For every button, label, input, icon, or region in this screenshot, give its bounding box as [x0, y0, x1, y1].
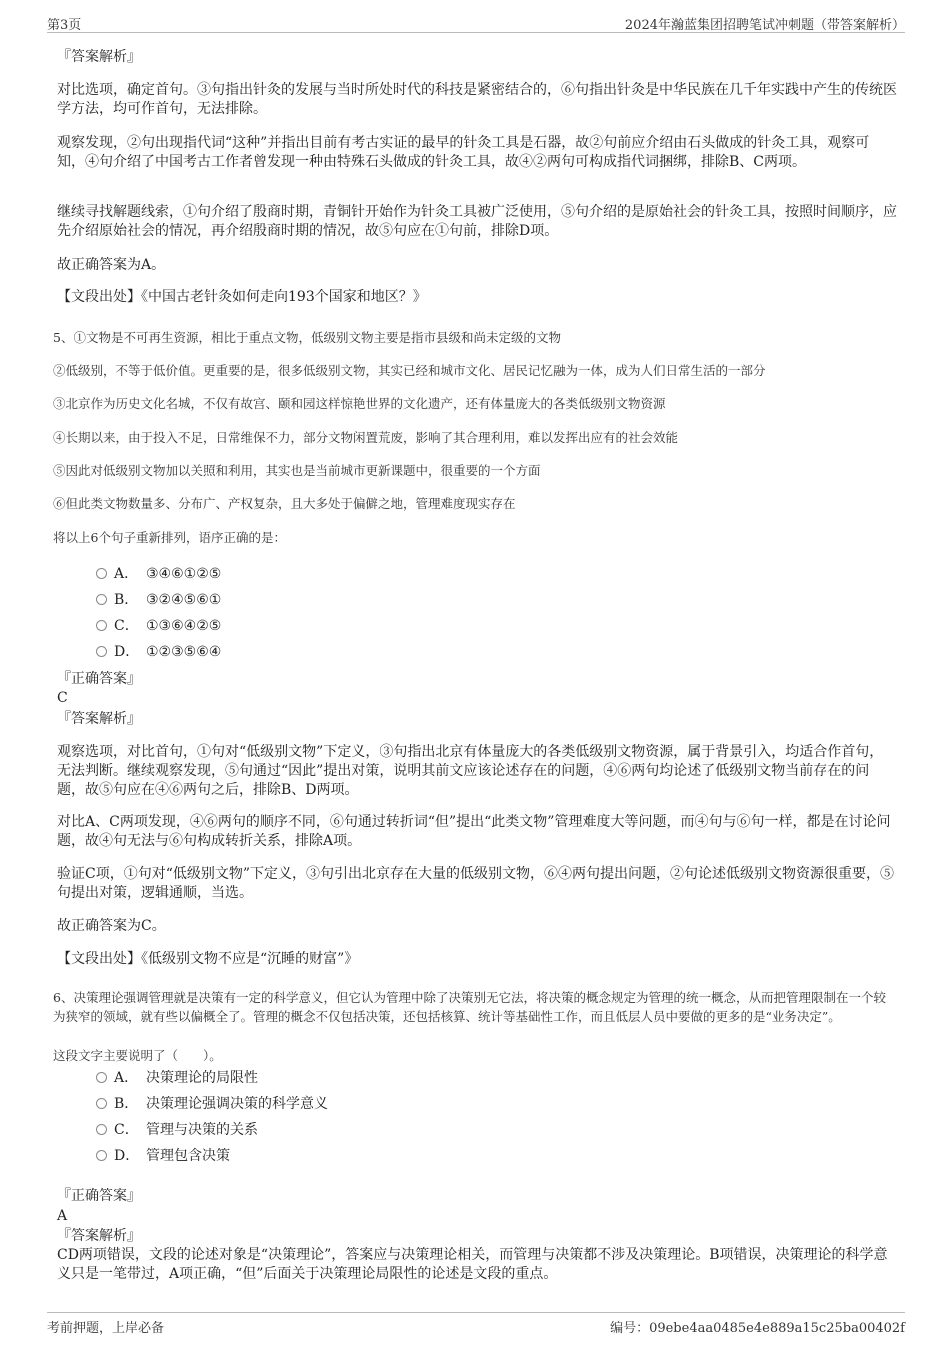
radio-icon[interactable]: [96, 646, 107, 657]
page-header: [47, 12, 905, 33]
q6-prompt: 这段文字主要说明了（ ）。: [53, 1048, 222, 1063]
q5-analysis-p3: 验证C项，①句对“低级别文物”下定义，③句引出北京存在大量的低级别文物，⑥④两句提出问题，②句论述低级别文物资源很重要，⑤句提出对策，逻辑通顺，当选。: [57, 866, 895, 901]
q4-answer-line: 故正确答案为A。: [57, 257, 166, 273]
q5-sentence-3: ③北京作为历史文化名城，不仅有故宫、颐和园这样惊艳世界的文化遗产，还有体量庞大的各类低级别文物资源: [53, 396, 666, 411]
q5-option-d[interactable]: D． ①②③⑤⑥④: [96, 643, 221, 662]
q5-option-b[interactable]: B． ③②④⑤⑥①: [96, 591, 221, 610]
radio-icon[interactable]: [96, 1150, 107, 1161]
q5-sentence-2: ②低级别，不等于低价值。更重要的是，很多低级别文物，其实已经和城市文化、居民记忆融为一体，成为人们日常生活的一部分: [53, 363, 766, 378]
q5-prompt: 将以上6个句子重新排列，语序正确的是：: [53, 530, 286, 545]
document-title: 2024年瀚蓝集团招聘笔试冲刺题（带答案解析）: [624, 18, 905, 33]
radio-icon[interactable]: [96, 1072, 107, 1083]
q6-correct-label: 『正确答案』: [57, 1188, 141, 1204]
q4-analysis-label: 『答案解析』: [57, 49, 141, 65]
q6-option-d[interactable]: D． 管理包含决策: [96, 1147, 230, 1166]
q5-sentence-5: ⑤因此对低级别文物加以关照和利用，其实也是当前城市更新课题中，很重要的一个方面: [53, 463, 541, 478]
document-code: 编号：09ebe4aa0485e4e889a15c25ba00402f: [610, 1321, 905, 1336]
page-footer: [47, 1312, 905, 1337]
q6-option-a[interactable]: A． 决策理论的局限性: [96, 1069, 258, 1088]
radio-icon[interactable]: [96, 1124, 107, 1135]
q6-option-c[interactable]: C． 管理与决策的关系: [96, 1121, 258, 1140]
q5-sentence-4: ④长期以来，由于投入不足，日常维保不力，部分文物闲置荒废，影响了其合理利用，难以发挥出应有的社会效能: [53, 430, 679, 445]
radio-icon[interactable]: [96, 620, 107, 631]
q5-correct-label: 『正确答案』: [57, 671, 141, 687]
q4-source: 【文段出处】《中国古老针灸如何走向193个国家和地区？》: [57, 289, 427, 305]
q5-option-c[interactable]: C． ①③⑥④②⑤: [96, 617, 221, 636]
q6-analysis-label: 『答案解析』: [57, 1228, 141, 1244]
q5-sentence-6: ⑥但此类文物数量多、分布广、产权复杂，且大多处于偏僻之地，管理难度现实存在: [53, 496, 516, 511]
radio-icon[interactable]: [96, 594, 107, 605]
q5-source: 【文段出处】《低级别文物不应是“沉睡的财富”》: [57, 951, 359, 967]
q5-correct-answer: C: [57, 690, 68, 706]
q5-sentence-1: 5、①文物是不可再生资源，相比于重点文物，低级别文物主要是指市县级和尚未定级的文物: [53, 330, 561, 345]
q5-analysis-label: 『答案解析』: [57, 711, 141, 727]
q6-correct-answer: A: [57, 1208, 68, 1224]
q5-answer-line: 故正确答案为C。: [57, 918, 166, 934]
page-number: 第3页: [47, 18, 82, 33]
footer-slogan: 考前押题，上岸必备: [47, 1321, 165, 1336]
q6-option-b[interactable]: B． 决策理论强调决策的科学意义: [96, 1095, 328, 1114]
q5-analysis-p2: 对比A、C两项发现，④⑥两句的顺序不同，⑥句通过转折词“但”提出“此类文物”管理难度大等问题，而④句与⑥句一样，都是在讨论问题，故④句无法与⑥句构成转折关系，排除A项。: [57, 814, 891, 849]
q4-analysis-p1: 对比选项，确定首句。③句指出针灸的发展与当时所处时代的科技是紧密结合的，⑥句指出针灸是中华民族在几千年实践中产生的传统医学方法，均可作首句，无法排除。: [57, 82, 897, 117]
q4-analysis-p2: 观察发现，②句出现指代词“这种”并指出目前有考古实证的最早的针灸工具是石器，故②句前应介绍由石头做成的针灸工具，观察可知，④句介绍了中国考古工作者曾发现一种由特殊石头做成的针灸工具，故④②两句可构成指代词捆绑，排除B、C两项。: [57, 135, 870, 170]
q5-analysis-p1: 观察选项，对比首句，①句对“低级别文物”下定义，③句指出北京有体量庞大的各类低级别文物资源，属于背景引入，均适合作首句，无法判断。继续观察发现，⑤句通过“因此”提出对策，说明其前文应该论述存在的问题，④⑥两句均论述了低级别文物当前存在的问题，故⑤句应在④⑥两句之后，排除B、D两项。: [57, 744, 884, 798]
q4-analysis-p3: 继续寻找解题线索，①句介绍了殷商时期，青铜针开始作为针灸工具被广泛使用，⑤句介绍的是原始社会的针灸工具，按照时间顺序，应先介绍原始社会的情况，再介绍殷商时期的情况，故⑤句应在①句前，排除D项。: [57, 204, 897, 239]
q5-option-a[interactable]: A． ③④⑥①②⑤: [96, 565, 221, 584]
q6-stem: 6、决策理论强调管理就是决策有一定的科学意义，但它认为管理中除了决策别无它法，将决策的概念规定为管理的统一概念，从而把管理限制在一个较为狭窄的领域，就有些以偏概全了。管理的概念不仅包括决策，还包括核算、统计等基础性工作，而且低层人员中要做的更多的是“业务决定”。: [53, 990, 886, 1024]
q6-analysis-p1: CD两项错误，文段的论述对象是“决策理论”，答案应与决策理论相关，而管理与决策都不涉及决策理论。B项错误，决策理论的科学意义只是一笔带过，A项正确，“但”后面关于决策理论局限性的论述是文段的重点。: [57, 1247, 888, 1282]
radio-icon[interactable]: [96, 1098, 107, 1109]
radio-icon[interactable]: [96, 568, 107, 579]
